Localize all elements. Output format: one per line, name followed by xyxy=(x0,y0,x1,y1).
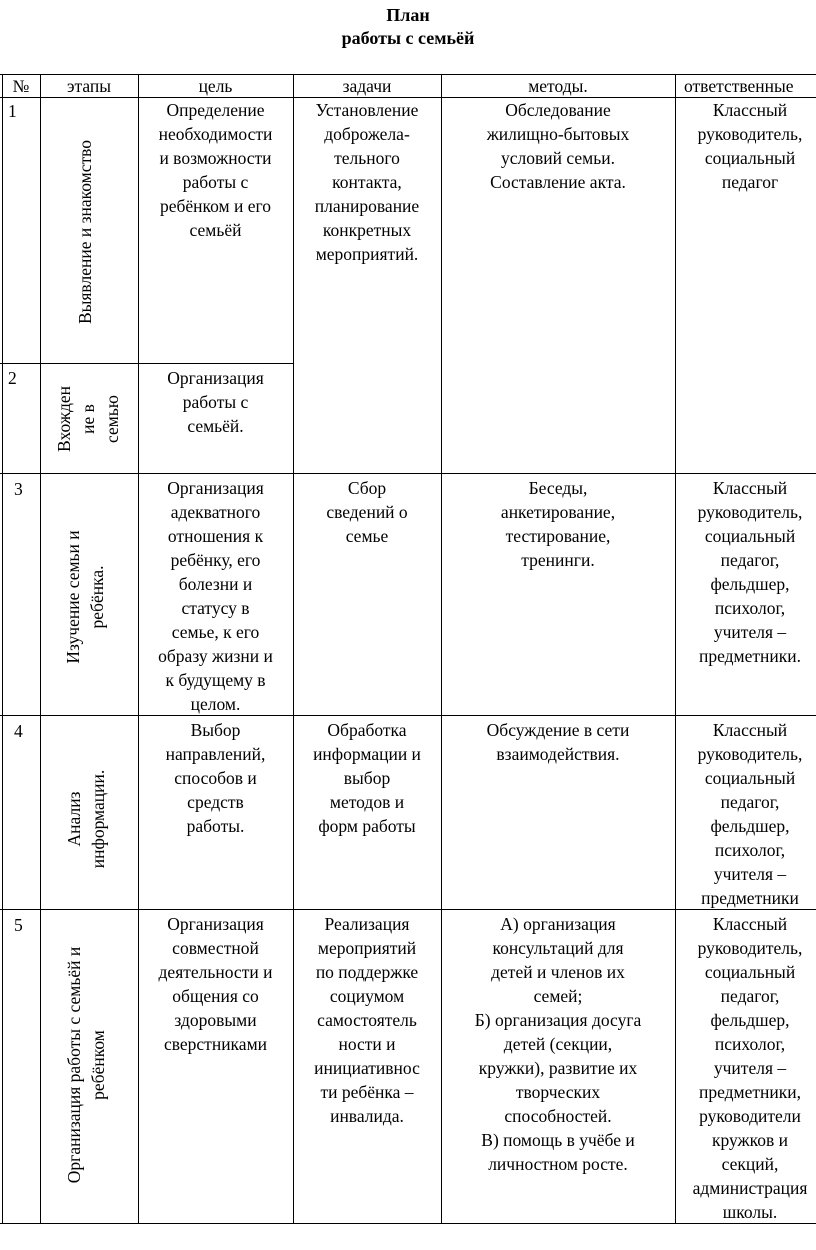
row-3-goal: Организация адекватного отношения к ребёнку, его болезни и статусу в семье, к его образу жизни и к будущему в целом. xyxy=(158,478,273,714)
row-1-methods: Обследование жилищно-бытовых условий семьи. Составление акта. xyxy=(486,100,630,192)
table-rule-left xyxy=(2,74,3,1224)
row-5-num: 5 xyxy=(14,915,23,935)
header-num: № xyxy=(12,76,30,96)
row-1-responsible: Классный руководитель, социальный педагог xyxy=(697,100,803,192)
row-2-goal: Организация работы с семьёй. xyxy=(167,368,264,436)
table-rule-row3 xyxy=(0,715,816,716)
row-5-tasks: Реализация мероприятий по поддержке социумом самостоятель ности и инициативнос ти ребёнка – инвалида. xyxy=(314,914,420,1126)
header-tasks: задачи xyxy=(342,76,392,96)
row-3-num: 3 xyxy=(14,479,23,499)
row-2-num: 2 xyxy=(8,368,17,388)
header-goal: цель xyxy=(198,76,233,96)
title-line-2: работы с семьёй xyxy=(341,28,475,48)
row-3-responsible: Классный руководитель, социальный педагог, фельдшер, психолог, учителя – предметники. xyxy=(697,478,803,666)
row-4-goal: Выбор направлений, способов и средств работы. xyxy=(165,720,266,836)
row-4-stage: Анализ информации. xyxy=(64,769,108,869)
table-rule-row1 xyxy=(0,363,293,364)
row-5-stage: Организация работы с семьёй и ребёнком xyxy=(64,946,108,1184)
row-3-tasks: Сбор сведений о семье xyxy=(326,478,408,546)
row-3-stage: Изучение семьи и ребёнка. xyxy=(63,530,107,664)
row-4-methods: Обсуждение в сети взаимодействия. xyxy=(486,720,630,764)
document-title xyxy=(0,4,816,50)
row-1-tasks: Установление доброжела- тельного контакта, планирование конкретных мероприятий. xyxy=(314,100,420,264)
header-stages: этапы xyxy=(66,76,112,96)
header-methods: методы. xyxy=(528,76,588,96)
row-4-num: 4 xyxy=(14,721,23,741)
row-5-responsible: Классный руководитель, социальный педагог, фельдшер, психолог, учителя – предметники, руководители кружков и секций, администрация школы. xyxy=(692,914,808,1222)
row-5-methods: А) организация консультаций для детей и членов их семей; Б) организация досуга детей (секции, кружки), развитие их творческих способностей. В) помощь в учёбе и личностном росте. xyxy=(474,914,642,1174)
row-1-num: 1 xyxy=(8,101,17,121)
row-1-stage: Выявление и знакомство xyxy=(75,139,95,325)
table-rule-top xyxy=(0,74,816,75)
row-2-stage: Вхожден ие в семью xyxy=(54,386,122,452)
row-4-responsible: Классный руководитель, социальный педагог, фельдшер, психолог, учителя – предметники xyxy=(697,720,803,908)
row-3-methods: Беседы, анкетирование, тестирование, тренинги. xyxy=(500,478,616,570)
table-rule-row2 xyxy=(0,473,816,474)
table-rule-col1 xyxy=(40,74,41,1224)
row-1-goal: Определение необходимости и возможности работы с ребёнком и его семьёй xyxy=(158,100,273,240)
title-line-1: План xyxy=(386,5,430,25)
row-5-goal: Организация совместной деятельности и общения со здоровыми сверстниками xyxy=(158,914,273,1054)
header-responsible: ответственные xyxy=(684,76,794,96)
row-4-tasks: Обработка информации и выбор методов и форм работы xyxy=(313,720,421,836)
